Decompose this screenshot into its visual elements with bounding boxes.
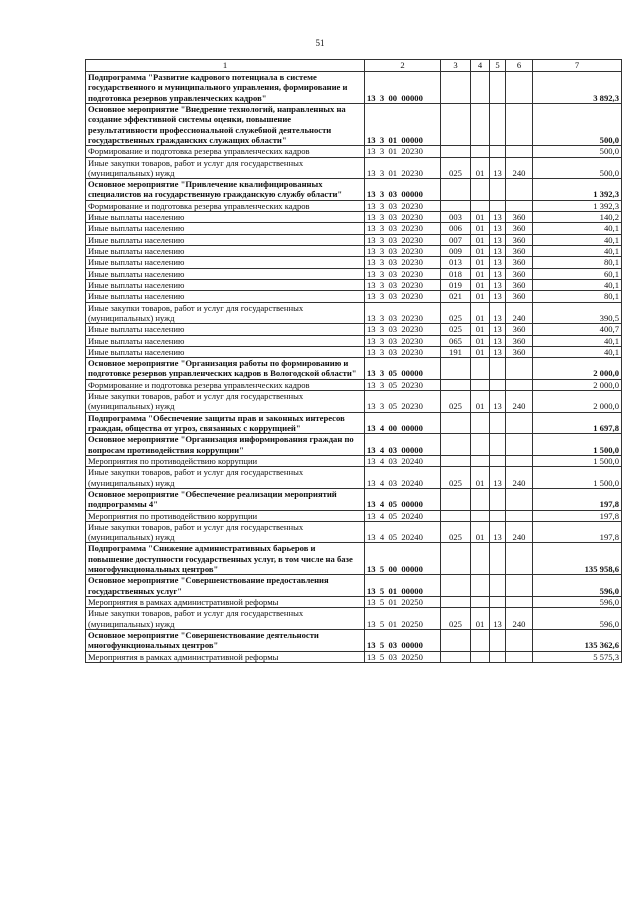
row-section — [471, 575, 490, 597]
table-row — [86, 455, 622, 466]
header-row — [86, 60, 622, 72]
row-expense-type — [506, 488, 533, 510]
table-row — [86, 335, 622, 346]
row-expense-type — [506, 358, 533, 380]
row-code: 13 3 03 20230 — [365, 291, 441, 302]
row-amount: 5 575,3 — [533, 651, 622, 662]
row-subsection: 13 — [490, 608, 506, 630]
row-section — [471, 488, 490, 510]
row-code: 13 4 03 20240 — [365, 467, 441, 489]
row-agency-code: 018 — [441, 268, 471, 279]
row-expense-type — [506, 597, 533, 608]
table-row — [86, 358, 622, 380]
table-row — [86, 234, 622, 245]
row-name: Формирование и подготовка резерва управленческих кадров — [86, 200, 365, 211]
row-name: Иные выплаты населению — [86, 335, 365, 346]
row-expense-type: 360 — [506, 234, 533, 245]
row-section: 01 — [471, 324, 490, 335]
row-code: 13 3 03 20230 — [365, 268, 441, 279]
row-subsection: 13 — [490, 246, 506, 257]
row-agency-code — [441, 488, 471, 510]
row-name: Иные закупки товаров, работ и услуг для государственных (муниципальных) нужд — [86, 521, 365, 543]
row-section — [471, 179, 490, 201]
row-section: 01 — [471, 521, 490, 543]
header-col-1: 1 — [86, 60, 365, 72]
row-name: Основное мероприятие "Привлечение квалифицированных специалистов на государственную гражданскую службу области" — [86, 179, 365, 201]
row-subsection: 13 — [490, 212, 506, 223]
row-section — [471, 103, 490, 145]
row-agency-code — [441, 179, 471, 201]
row-amount: 500,0 — [533, 103, 622, 145]
header-col-3: 3 — [441, 60, 471, 72]
row-subsection — [490, 575, 506, 597]
table-row — [86, 268, 622, 279]
row-expense-type: 360 — [506, 291, 533, 302]
row-subsection — [490, 379, 506, 390]
row-name: Иные выплаты населению — [86, 291, 365, 302]
table-row — [86, 510, 622, 521]
row-code: 13 4 05 20240 — [365, 521, 441, 543]
row-amount: 40,1 — [533, 335, 622, 346]
table-row — [86, 543, 622, 575]
row-subsection: 13 — [490, 257, 506, 268]
row-expense-type — [506, 200, 533, 211]
table-row — [86, 212, 622, 223]
row-subsection: 13 — [490, 521, 506, 543]
table-row — [86, 608, 622, 630]
row-name: Основное мероприятие "Совершенствование предоставления государственных услуг" — [86, 575, 365, 597]
row-section — [471, 597, 490, 608]
row-name: Мероприятия по противодействию коррупции — [86, 510, 365, 521]
table-row — [86, 200, 622, 211]
row-expense-type — [506, 179, 533, 201]
row-agency-code: 013 — [441, 257, 471, 268]
row-name: Иные закупки товаров, работ и услуг для государственных (муниципальных) нужд — [86, 608, 365, 630]
row-expense-type: 360 — [506, 335, 533, 346]
row-section — [471, 629, 490, 651]
row-amount: 500,0 — [533, 157, 622, 179]
row-amount: 140,2 — [533, 212, 622, 223]
table-row — [86, 257, 622, 268]
row-name: Иные выплаты населению — [86, 212, 365, 223]
table-row — [86, 488, 622, 510]
row-code: 13 3 03 20230 — [365, 335, 441, 346]
table-row — [86, 179, 622, 201]
row-amount: 1 392,3 — [533, 179, 622, 201]
row-subsection — [490, 455, 506, 466]
row-subsection: 13 — [490, 223, 506, 234]
row-expense-type: 240 — [506, 157, 533, 179]
row-name: Подпрограмма "Развитие кадрового потенциала в системе государственного и муниципального управления, формирование и подготовка резервов управленческих кадров" — [86, 72, 365, 104]
row-subsection: 13 — [490, 279, 506, 290]
row-agency-code: 006 — [441, 223, 471, 234]
row-expense-type: 240 — [506, 391, 533, 413]
table-row — [86, 291, 622, 302]
row-agency-code: 007 — [441, 234, 471, 245]
row-subsection: 13 — [490, 346, 506, 357]
table-row — [86, 521, 622, 543]
row-code: 13 4 03 20240 — [365, 455, 441, 466]
row-subsection — [490, 146, 506, 157]
row-section — [471, 412, 490, 434]
table-row — [86, 103, 622, 145]
row-expense-type: 360 — [506, 223, 533, 234]
row-expense-type: 360 — [506, 324, 533, 335]
table-row — [86, 629, 622, 651]
row-amount: 596,0 — [533, 597, 622, 608]
table-row — [86, 597, 622, 608]
row-name: Формирование и подготовка резерва управленческих кадров — [86, 379, 365, 390]
row-subsection — [490, 543, 506, 575]
row-amount: 2 000,0 — [533, 358, 622, 380]
row-name: Мероприятия в рамках административной реформы — [86, 597, 365, 608]
table-row — [86, 324, 622, 335]
row-section — [471, 72, 490, 104]
row-amount: 40,1 — [533, 279, 622, 290]
row-section: 01 — [471, 246, 490, 257]
header-col-6: 6 — [506, 60, 533, 72]
table-row — [86, 434, 622, 456]
row-subsection: 13 — [490, 335, 506, 346]
table-row — [86, 467, 622, 489]
page-number: 51 — [315, 38, 325, 48]
row-amount: 80,1 — [533, 291, 622, 302]
row-subsection: 13 — [490, 157, 506, 179]
row-name: Иные выплаты населению — [86, 257, 365, 268]
row-agency-code: 025 — [441, 302, 471, 324]
header-col-2: 2 — [365, 60, 441, 72]
row-section: 01 — [471, 346, 490, 357]
row-code: 13 4 03 00000 — [365, 434, 441, 456]
row-section — [471, 510, 490, 521]
row-amount: 40,1 — [533, 223, 622, 234]
row-subsection — [490, 629, 506, 651]
row-subsection: 13 — [490, 467, 506, 489]
row-agency-code — [441, 412, 471, 434]
row-agency-code — [441, 146, 471, 157]
row-name: Иные выплаты населению — [86, 279, 365, 290]
table-row — [86, 346, 622, 357]
row-code: 13 4 05 20240 — [365, 510, 441, 521]
row-agency-code — [441, 200, 471, 211]
row-amount: 3 892,3 — [533, 72, 622, 104]
row-agency-code — [441, 455, 471, 466]
row-code: 13 5 01 20250 — [365, 597, 441, 608]
row-agency-code — [441, 629, 471, 651]
row-expense-type: 360 — [506, 279, 533, 290]
row-subsection — [490, 651, 506, 662]
row-code: 13 3 03 20230 — [365, 302, 441, 324]
row-code: 13 5 03 00000 — [365, 629, 441, 651]
row-agency-code — [441, 379, 471, 390]
row-code: 13 4 00 00000 — [365, 412, 441, 434]
row-subsection: 13 — [490, 234, 506, 245]
row-code: 13 3 03 00000 — [365, 179, 441, 201]
row-agency-code — [441, 510, 471, 521]
row-expense-type — [506, 651, 533, 662]
row-name: Формирование и подготовка резерва управленческих кадров — [86, 146, 365, 157]
row-code: 13 3 03 20230 — [365, 257, 441, 268]
row-name: Подпрограмма "Снижение административных барьеров и повышение доступности государственных услуг, в том числе на базе многофункциональных центров" — [86, 543, 365, 575]
row-amount: 60,1 — [533, 268, 622, 279]
table-row — [86, 72, 622, 104]
table-row — [86, 157, 622, 179]
row-section — [471, 146, 490, 157]
row-expense-type — [506, 72, 533, 104]
row-code: 13 3 03 20230 — [365, 200, 441, 211]
row-code: 13 3 03 20230 — [365, 234, 441, 245]
row-agency-code: 025 — [441, 467, 471, 489]
budget-table — [85, 59, 622, 663]
row-agency-code — [441, 72, 471, 104]
table-row — [86, 412, 622, 434]
row-name: Подпрограмма "Обеспечение защиты прав и законных интересов граждан, общества от угроз, связанных с коррупцией" — [86, 412, 365, 434]
row-agency-code — [441, 651, 471, 662]
row-expense-type — [506, 103, 533, 145]
row-expense-type — [506, 379, 533, 390]
table-row — [86, 246, 622, 257]
row-expense-type: 360 — [506, 257, 533, 268]
row-amount: 1 697,8 — [533, 412, 622, 434]
row-expense-type: 360 — [506, 246, 533, 257]
row-amount: 135 958,6 — [533, 543, 622, 575]
row-subsection — [490, 434, 506, 456]
row-section: 01 — [471, 467, 490, 489]
row-amount: 596,0 — [533, 608, 622, 630]
row-subsection: 13 — [490, 324, 506, 335]
row-expense-type: 240 — [506, 467, 533, 489]
row-amount: 197,8 — [533, 510, 622, 521]
row-code: 13 3 05 00000 — [365, 358, 441, 380]
row-amount: 1 392,3 — [533, 200, 622, 211]
row-section — [471, 434, 490, 456]
row-amount: 1 500,0 — [533, 434, 622, 456]
row-agency-code: 025 — [441, 391, 471, 413]
row-name: Основное мероприятие "Организация информирования граждан по вопросам противодействия коррупции" — [86, 434, 365, 456]
table-row — [86, 391, 622, 413]
row-subsection — [490, 488, 506, 510]
table-row — [86, 379, 622, 390]
row-name: Иные выплаты населению — [86, 234, 365, 245]
row-amount: 80,1 — [533, 257, 622, 268]
row-agency-code — [441, 543, 471, 575]
row-expense-type: 360 — [506, 268, 533, 279]
row-name: Иные закупки товаров, работ и услуг для государственных (муниципальных) нужд — [86, 467, 365, 489]
row-section: 01 — [471, 223, 490, 234]
row-amount: 1 500,0 — [533, 455, 622, 466]
row-code: 13 5 01 20250 — [365, 608, 441, 630]
row-section: 01 — [471, 279, 490, 290]
row-code: 13 3 01 20230 — [365, 146, 441, 157]
row-amount: 1 500,0 — [533, 467, 622, 489]
row-expense-type: 360 — [506, 346, 533, 357]
row-subsection — [490, 200, 506, 211]
row-agency-code — [441, 103, 471, 145]
row-code: 13 3 03 20230 — [365, 246, 441, 257]
header-col-5: 5 — [490, 60, 506, 72]
row-expense-type — [506, 146, 533, 157]
table-row — [86, 279, 622, 290]
row-name: Мероприятия по противодействию коррупции — [86, 455, 365, 466]
row-name: Мероприятия в рамках административной реформы — [86, 651, 365, 662]
row-code: 13 3 01 20230 — [365, 157, 441, 179]
row-code: 13 3 05 20230 — [365, 391, 441, 413]
row-subsection — [490, 72, 506, 104]
row-code: 13 5 01 00000 — [365, 575, 441, 597]
row-code: 13 3 03 20230 — [365, 212, 441, 223]
row-amount: 197,8 — [533, 521, 622, 543]
row-subsection — [490, 103, 506, 145]
row-subsection: 13 — [490, 302, 506, 324]
row-agency-code: 021 — [441, 291, 471, 302]
row-agency-code — [441, 358, 471, 380]
row-agency-code: 025 — [441, 157, 471, 179]
row-subsection — [490, 412, 506, 434]
row-agency-code: 003 — [441, 212, 471, 223]
row-name: Иные выплаты населению — [86, 346, 365, 357]
row-amount: 500,0 — [533, 146, 622, 157]
row-section: 01 — [471, 234, 490, 245]
row-amount: 135 362,6 — [533, 629, 622, 651]
row-name: Иные закупки товаров, работ и услуг для государственных (муниципальных) нужд — [86, 157, 365, 179]
row-subsection: 13 — [490, 391, 506, 413]
row-section: 01 — [471, 608, 490, 630]
row-code: 13 4 05 00000 — [365, 488, 441, 510]
row-section: 01 — [471, 302, 490, 324]
row-expense-type — [506, 455, 533, 466]
row-expense-type — [506, 543, 533, 575]
row-name: Иные выплаты населению — [86, 246, 365, 257]
row-expense-type: 240 — [506, 302, 533, 324]
row-name: Основное мероприятие "Организация работы по формированию и подготовке резервов управленческих кадров в Вологодской области" — [86, 358, 365, 380]
row-section — [471, 358, 490, 380]
row-section: 01 — [471, 157, 490, 179]
row-section: 01 — [471, 391, 490, 413]
row-amount: 390,5 — [533, 302, 622, 324]
row-agency-code: 025 — [441, 608, 471, 630]
table-row — [86, 302, 622, 324]
table-row — [86, 651, 622, 662]
row-section — [471, 200, 490, 211]
row-amount: 40,1 — [533, 246, 622, 257]
row-amount: 400,7 — [533, 324, 622, 335]
table-row — [86, 146, 622, 157]
row-section: 01 — [471, 335, 490, 346]
row-subsection — [490, 179, 506, 201]
row-name: Основное мероприятие "Внедрение технологий, направленных на создание эффективной системы оценки, повышение результативности профессиональной служебной деятельности государственных гражданских служащих области" — [86, 103, 365, 145]
row-expense-type — [506, 434, 533, 456]
row-expense-type — [506, 510, 533, 521]
row-subsection — [490, 510, 506, 521]
table-row — [86, 223, 622, 234]
row-subsection: 13 — [490, 291, 506, 302]
row-agency-code — [441, 575, 471, 597]
row-agency-code: 019 — [441, 279, 471, 290]
row-subsection — [490, 597, 506, 608]
row-name: Иные выплаты населению — [86, 324, 365, 335]
row-name: Иные выплаты населению — [86, 223, 365, 234]
row-section: 01 — [471, 257, 490, 268]
row-section — [471, 651, 490, 662]
row-code: 13 3 01 00000 — [365, 103, 441, 145]
row-code: 13 3 03 20230 — [365, 279, 441, 290]
row-name: Иные закупки товаров, работ и услуг для государственных (муниципальных) нужд — [86, 391, 365, 413]
row-section: 01 — [471, 291, 490, 302]
row-agency-code — [441, 434, 471, 456]
row-amount: 197,8 — [533, 488, 622, 510]
row-expense-type: 360 — [506, 212, 533, 223]
row-section: 01 — [471, 212, 490, 223]
row-expense-type — [506, 575, 533, 597]
row-expense-type — [506, 412, 533, 434]
row-amount: 596,0 — [533, 575, 622, 597]
row-agency-code: 009 — [441, 246, 471, 257]
row-name: Иные закупки товаров, работ и услуг для государственных (муниципальных) нужд — [86, 302, 365, 324]
row-agency-code: 025 — [441, 324, 471, 335]
row-agency-code: 025 — [441, 521, 471, 543]
row-name: Основное мероприятие "Совершенствование деятельности многофункциональных центров" — [86, 629, 365, 651]
row-section — [471, 455, 490, 466]
row-amount: 40,1 — [533, 346, 622, 357]
row-code: 13 3 03 20230 — [365, 324, 441, 335]
header-col-4: 4 — [471, 60, 490, 72]
row-section — [471, 379, 490, 390]
table-row — [86, 575, 622, 597]
row-code: 13 5 00 00000 — [365, 543, 441, 575]
header-col-7: 7 — [533, 60, 622, 72]
row-section — [471, 543, 490, 575]
table-body — [86, 72, 622, 663]
row-expense-type: 240 — [506, 608, 533, 630]
row-expense-type — [506, 629, 533, 651]
row-agency-code: 065 — [441, 335, 471, 346]
row-section: 01 — [471, 268, 490, 279]
row-amount: 2 000,0 — [533, 391, 622, 413]
row-expense-type: 240 — [506, 521, 533, 543]
row-agency-code: 191 — [441, 346, 471, 357]
row-subsection — [490, 358, 506, 380]
row-code: 13 3 00 00000 — [365, 72, 441, 104]
row-code: 13 5 03 20250 — [365, 651, 441, 662]
row-amount: 2 000,0 — [533, 379, 622, 390]
row-subsection: 13 — [490, 268, 506, 279]
row-code: 13 3 03 20230 — [365, 346, 441, 357]
row-code: 13 3 05 20230 — [365, 379, 441, 390]
row-name: Иные выплаты населению — [86, 268, 365, 279]
row-amount: 40,1 — [533, 234, 622, 245]
row-code: 13 3 03 20230 — [365, 223, 441, 234]
row-name: Основное мероприятие "Обеспечение реализации мероприятий подпрограммы 4" — [86, 488, 365, 510]
row-agency-code — [441, 597, 471, 608]
